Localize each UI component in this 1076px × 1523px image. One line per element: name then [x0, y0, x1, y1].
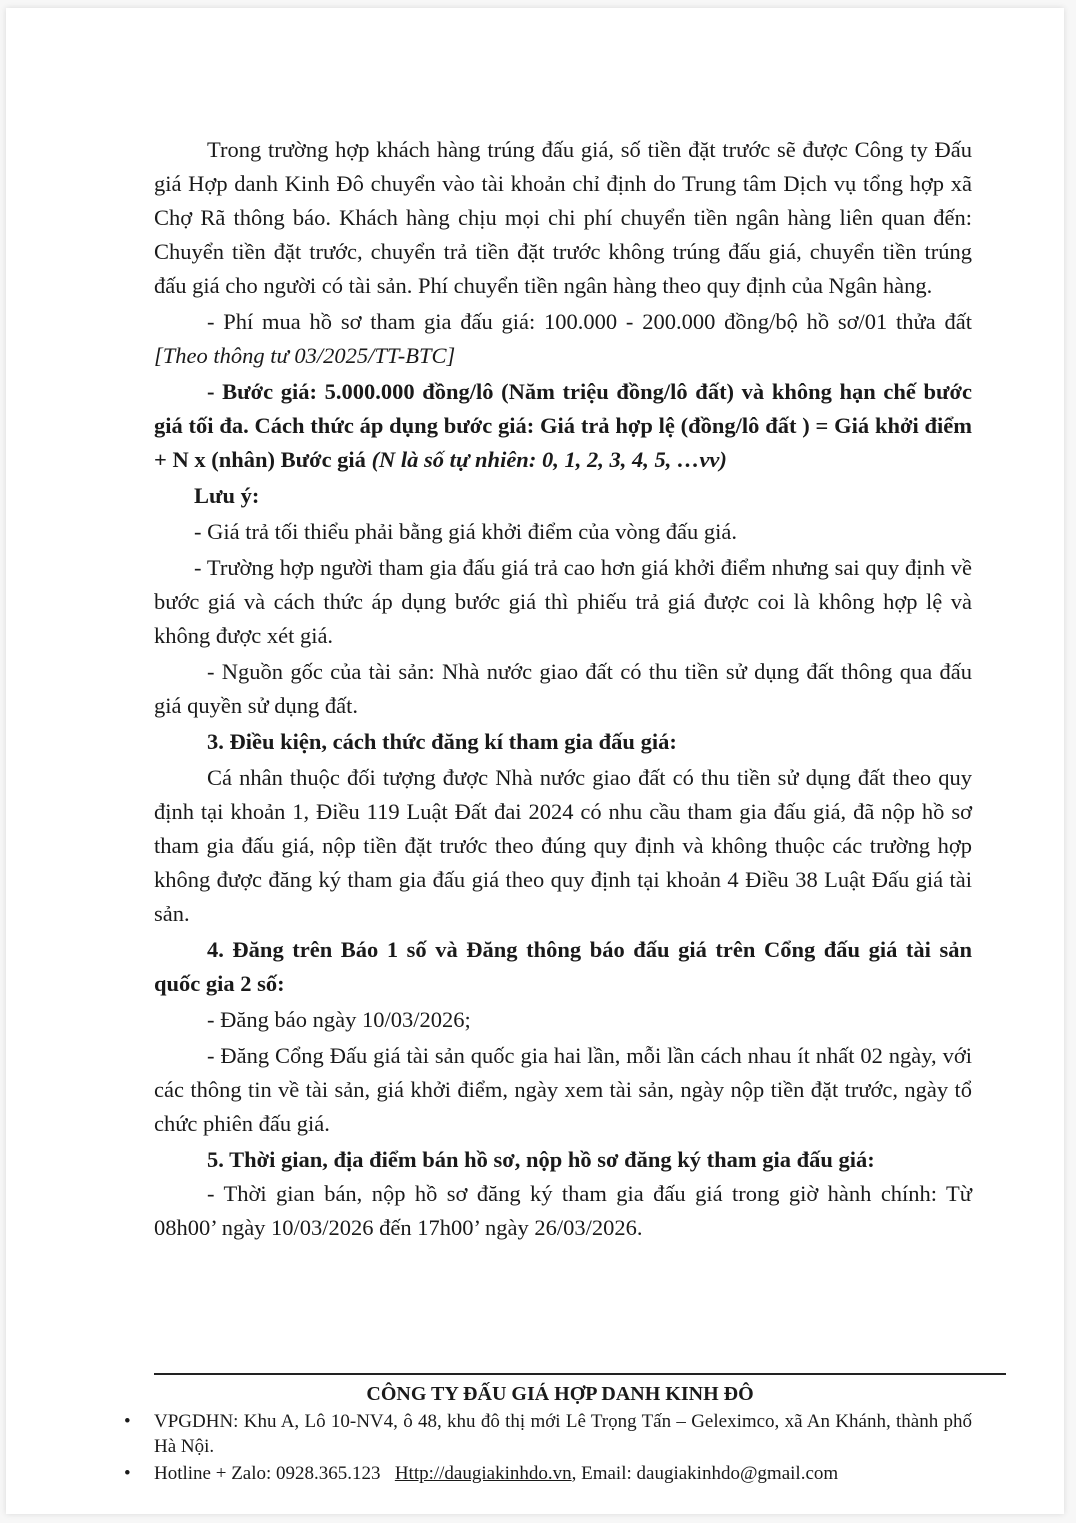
document-body	[154, 133, 972, 1245]
footer-address	[124, 1409, 972, 1459]
section-5-heading: 5. Thời gian, địa điểm bán hồ sơ, nộp hồ sơ đăng ký tham gia đấu giá:	[207, 1147, 875, 1172]
bullet-icon: •	[124, 1411, 131, 1432]
email-text: , Email: daugiakinhdo@gmail.com	[571, 1463, 839, 1484]
address-text: VPGDHN: Khu A, Lô 10-NV4, ô 48, khu đô thị mới Lê Trọng Tấn – Geleximco, xã An Khánh, thành phố Hà Nội.	[154, 1411, 972, 1457]
paragraph-price-step	[154, 375, 972, 477]
hotline-text: Hotline + Zalo: 0928.365.123	[154, 1463, 381, 1484]
section-3-paragraph: Cá nhân thuộc đối tượng được Nhà nước giao đất có thu tiền sử dụng đất theo quy định tại khoản 1, Điều 119 Luật Đất đai 2024 có nhu cầu tham gia đấu giá, đã nộp hồ sơ tham gia đấu giá, nộp tiền đặt trước theo đúng quy định và không thuộc các trường hợp không được đăng ký tham gia đấu giá theo quy định tại khoản 4 Điều 38 Luật Đấu giá tài sản.	[154, 765, 972, 926]
footer-contact	[124, 1461, 972, 1486]
note-item-3: - Nguồn gốc của tài sản: Nhà nước giao đất có thu tiền sử dụng đất thông qua đấu giá quyền sử dụng đất.	[154, 659, 972, 718]
bullet-icon: •	[124, 1463, 131, 1484]
dossier-fee-text: - Phí mua hồ sơ tham gia đấu giá: 100.000 - 200.000 đồng/bộ hồ sơ/01 thửa đất	[207, 309, 972, 334]
company-name: CÔNG TY ĐẤU GIÁ HỢP DANH KINH ĐÔ	[366, 1383, 754, 1405]
paragraph-deposit-transfer: Trong trường hợp khách hàng trúng đấu giá, số tiền đặt trước sẽ được Công ty Đấu giá Hợp danh Kinh Đô chuyển vào tài khoản chỉ định do Trung tâm Dịch vụ tổng hợp xã Chợ Rã thông báo. Khách hàng chịu mọi chi phí chuyển tiền ngân hàng liên quan đến: Chuyển tiền đặt trước, chuyển trả tiền đặt trước không trúng đấu giá, chuyển tiền trúng đấu giá cho người có tài sản. Phí chuyển tiền ngân hàng theo quy định của Ngân hàng.	[154, 137, 972, 298]
dossier-fee-reference: [Theo thông tư 03/2025/TT-BTC]	[154, 343, 456, 368]
section-4-heading: 4. Đăng trên Báo 1 số và Đăng thông báo đấu giá trên Cổng đấu giá tài sản quốc gia 2 số:	[154, 937, 972, 996]
section-4-item-2: - Đăng Cổng Đấu giá tài sản quốc gia hai lần, mỗi lần cách nhau ít nhất 02 ngày, với các thông tin về tài sản, giá khởi điểm, ngày xem tài sản, ngày nộp tiền đặt trước, ngày tổ chức phiên đấu giá.	[154, 1043, 972, 1136]
paragraph-dossier-fee	[154, 305, 972, 373]
website-link[interactable]: Http://daugiakinhdo.vn	[394, 1463, 572, 1484]
note-title: Lưu ý:	[194, 483, 260, 508]
price-step-text: - Bước giá: 5.000.000 đồng/lô (Năm triệu đồng/lô đất) và không hạn chế bước giá tối đa. Cách thức áp dụng bước giá: Giá trả hợp lệ (đồng/lô đất ) = Giá khởi điểm + N x (nhân) Bước giá	[154, 379, 972, 472]
page-footer	[124, 1373, 1006, 1486]
section-3-heading: 3. Điều kiện, cách thức đăng kí tham gia đấu giá:	[207, 729, 677, 754]
note-item-2: - Trường hợp người tham gia đấu giá trả cao hơn giá khởi điểm nhưng sai quy định về bước giá và cách thức áp dụng bước giá thì phiếu trả giá được coi là không hợp lệ và không được xét giá.	[154, 555, 972, 648]
footer-divider	[154, 1373, 1006, 1375]
price-step-note: (N là số tự nhiên: 0, 1, 2, 3, 4, 5, …vv)	[371, 447, 727, 472]
note-item-1: - Giá trả tối thiểu phải bằng giá khởi điểm của vòng đấu giá.	[194, 519, 737, 544]
section-4-item-1: - Đăng báo ngày 10/03/2026;	[207, 1007, 471, 1032]
document-page	[6, 8, 1064, 1514]
section-5-item-1: - Thời gian bán, nộp hồ sơ đăng ký tham gia đấu giá trong giờ hành chính: Từ 08h00’ ngày 10/03/2026 đến 17h00’ ngày 26/03/2026.	[154, 1181, 972, 1240]
